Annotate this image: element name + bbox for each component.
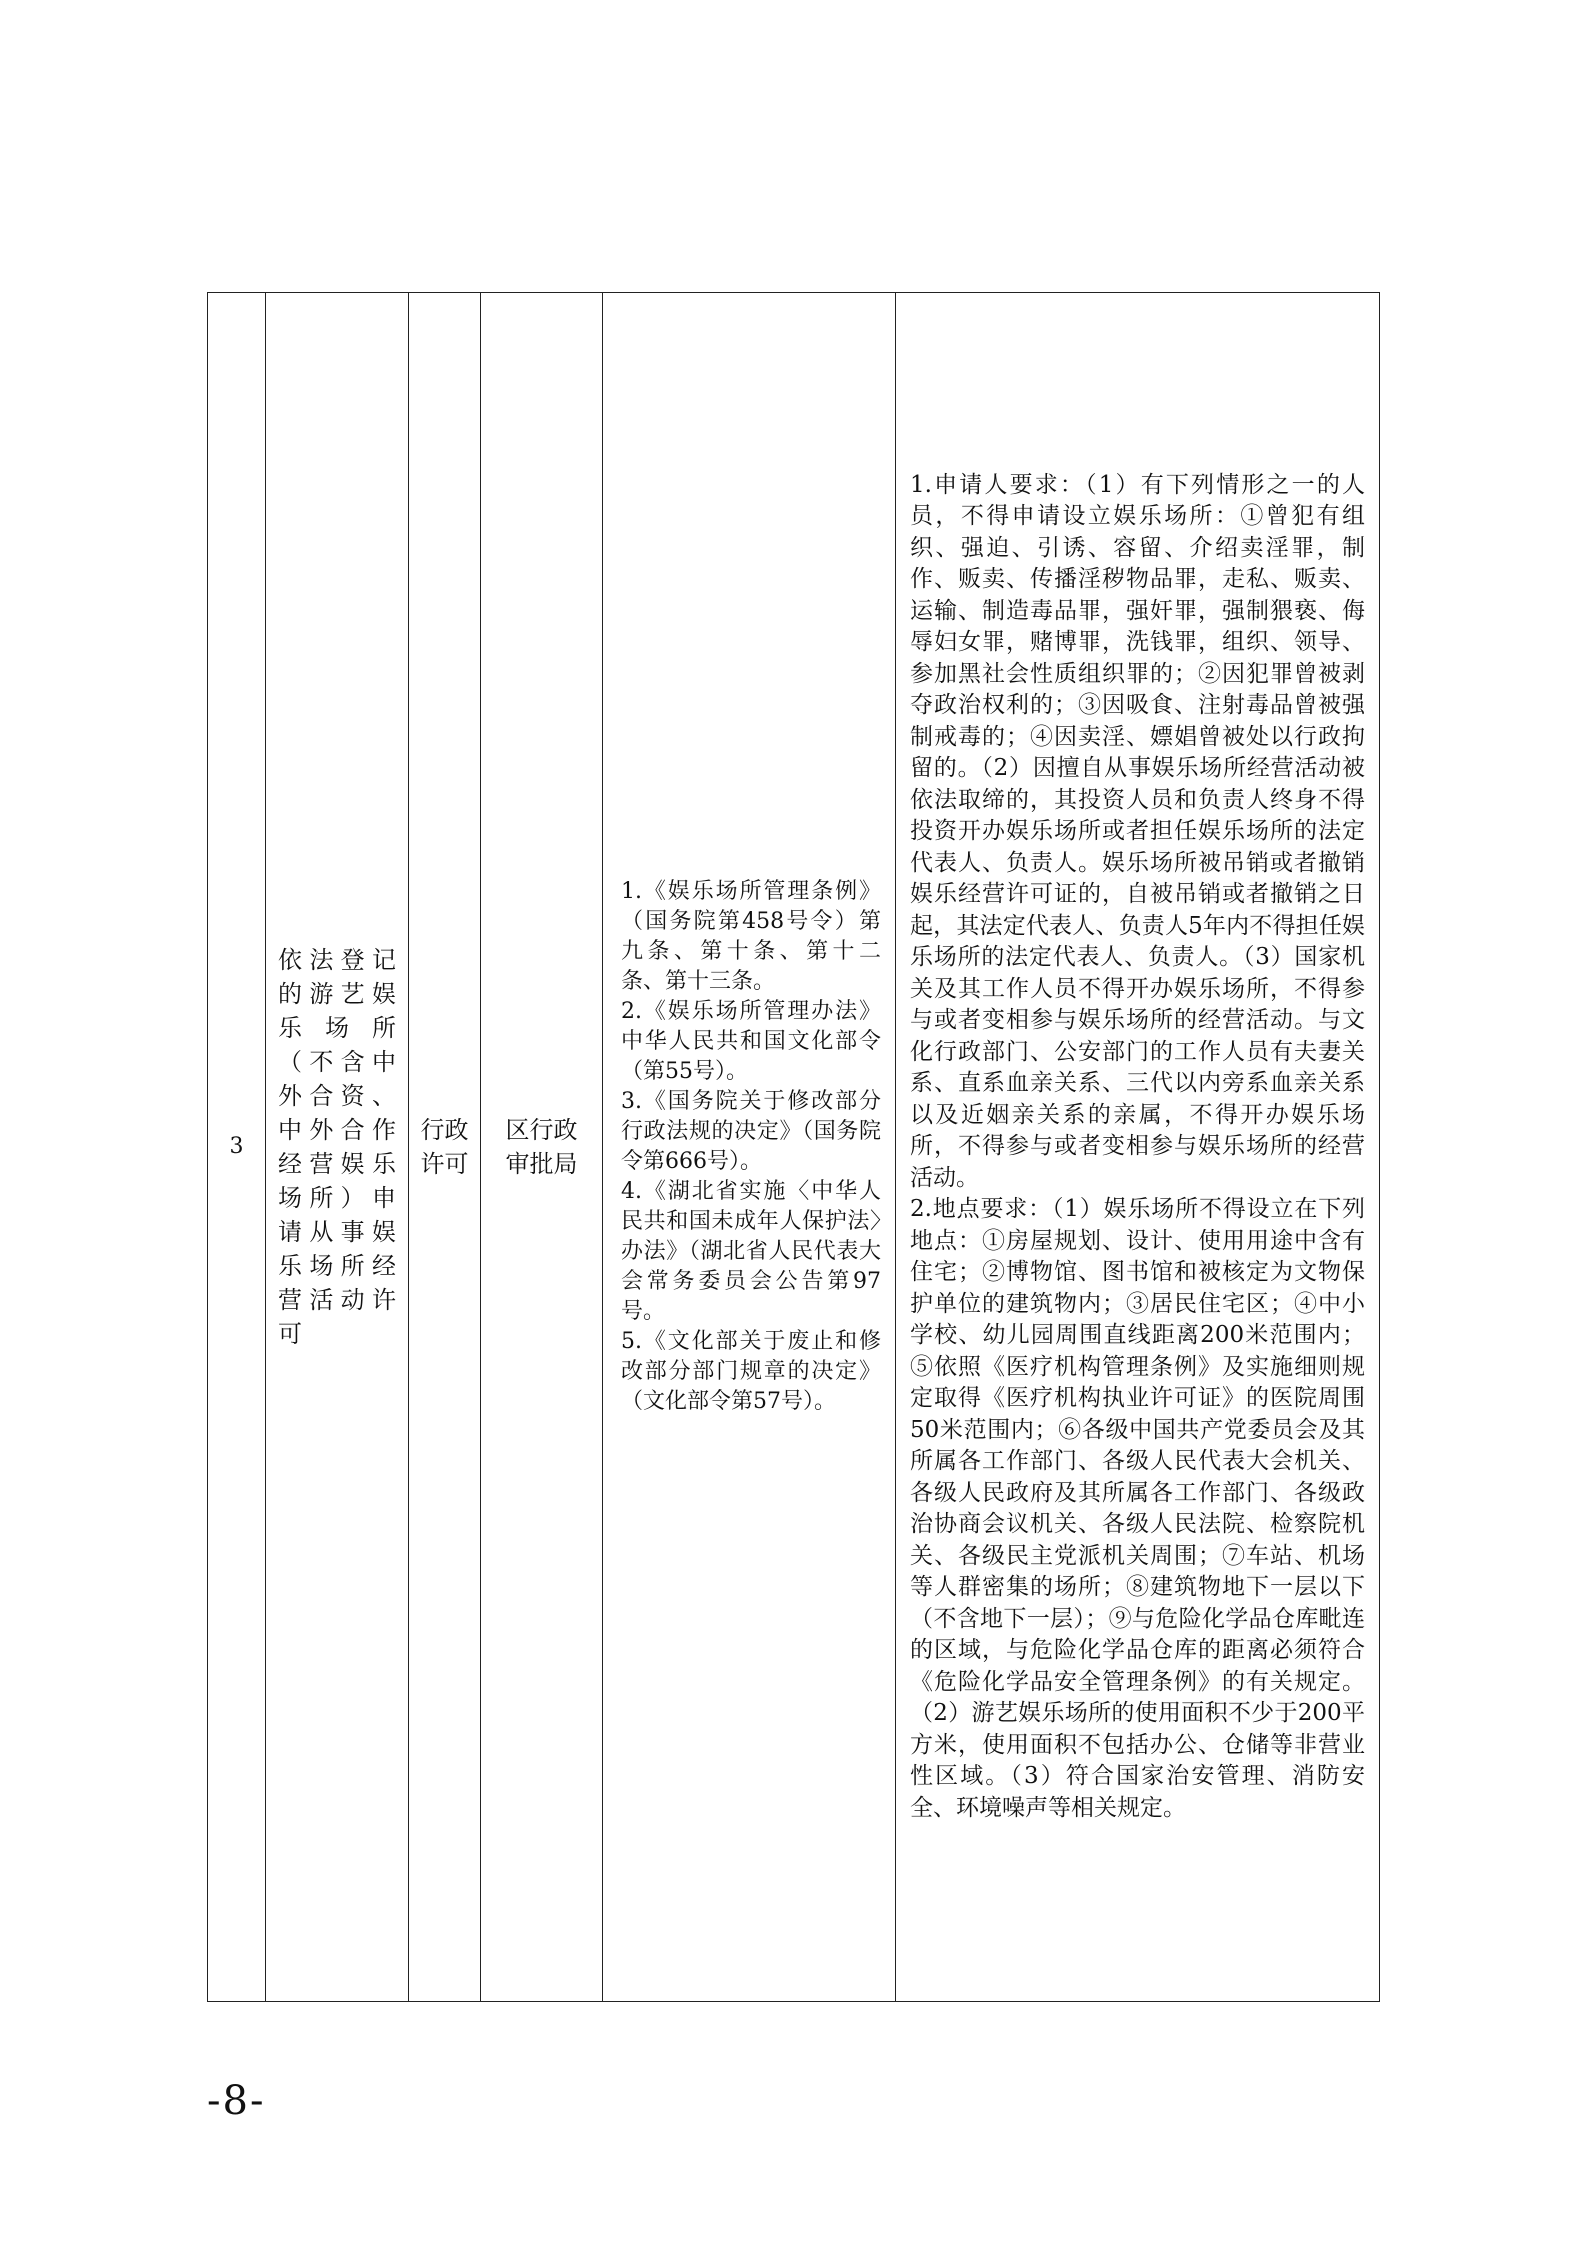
- legal-basis-item: 4.《湖北省实施〈中华人民共和国未成年人保护法〉办法》（湖北省人民代表大会常务委员会公告第97号。: [621, 1179, 881, 1324]
- row-number-cell: [208, 293, 266, 2002]
- condition-item: 1.申请人要求：（1）有下列情形之一的人员，不得申请设立娱乐场所：①曾犯有组织、强迫、引诱、容留、介绍卖淫罪，制作、贩卖、传播淫秽物品罪，走私、贩卖、运输、制造毒品罪，强奸罪，强制猥亵、侮辱妇女罪，赌博罪，洗钱罪，组织、领导、参加黑社会性质组织罪的；②因犯罪曾被剥夺政治权利的；③因吸食、注射毒品曾被强制戒毒的；④因卖淫、嫖娼曾被处以行政拘留的。（2）因擅自从事娱乐场所经营活动被依法取缔的，其投资人员和负责人终身不得投资开办娱乐场所或者担任娱乐场所的法定代表人、负责人。娱乐场所被吊销或者撤销娱乐经营许可证的，自被吊销或者撤销之日起，其法定代表人、负责人5年内不得担任娱乐场所的法定代表人、负责人。（3）国家机关及其工作人员不得开办娱乐场所，不得参与或者变相参与娱乐场所的经营活动。与文化行政部门、公安部门的工作人员有夫妻关系、直系血亲关系、三代以内旁系血亲关系以及近姻亲关系的亲属，不得开办娱乐场所，不得参与或者变相参与娱乐场所的经营活动。: [910, 471, 1365, 1191]
- document-table-wrapper: [207, 292, 1380, 2002]
- table-row: [208, 293, 1380, 2002]
- legal-basis-item: 2.《娱乐场所管理办法》中华人民共和国文化部令（第55号）。: [621, 999, 881, 1084]
- permit-table: [207, 292, 1380, 2002]
- legal-basis-list: [603, 877, 895, 1417]
- legal-basis-item: 1.《娱乐场所管理条例》（国务院第458号令）第九条、第十条、第十二条、第十三条。: [621, 879, 881, 994]
- legal-basis-cell: [603, 293, 896, 2002]
- conditions-list: [896, 470, 1379, 1825]
- department: 区行政审批局: [505, 1116, 578, 1178]
- department-cell: [481, 293, 603, 2002]
- item-type: 行政许可: [420, 1116, 469, 1178]
- conditions-cell: [896, 293, 1380, 2002]
- condition-item: 2.地点要求：（1）娱乐场所不得设立在下列地点：①房屋规划、设计、使用用途中含有住宅；②博物馆、图书馆和被核定为文物保护单位的建筑物内；③居民住宅区；④中小学校、幼儿园周围直线距离200米范围内；⑤依照《医疗机构管理条例》及实施细则规定取得《医疗机构执业许可证》的医院周围50米范围内；⑥各级中国共产党委员会及其所属各工作部门、各级人民代表大会机关、各级人民政府及其所属各工作部门、各级政治协商会议机关、各级人民法院、检察院机关、各级民主党派机关周围；⑦车站、机场等人群密集的场所；⑧建筑物地下一层以下（不含地下一层）；⑨与危险化学品仓库毗连的区域，与危险化学品仓库的距离必须符合《危险化学品安全管理条例》的有关规定。（2）游艺娱乐场所的使用面积不少于200平方米，使用面积不包括办公、仓储等非营业性区域。（3）符合国家治安管理、消防安全、环境噪声等相关规定。: [910, 1196, 1365, 1821]
- row-number: 3: [229, 1134, 244, 1159]
- item-name-cell: [266, 293, 409, 2002]
- page-number: -8-: [207, 2078, 266, 2124]
- item-name: 依法登记的游艺娱乐场所（不含中外合资、中外合作经营娱乐场所）申请从事娱乐场所经营活动许可: [278, 946, 396, 1348]
- item-type-cell: [409, 293, 481, 2002]
- legal-basis-item: 5.《文化部关于废止和修改部分部门规章的决定》（文化部令第57号）。: [621, 1329, 881, 1414]
- legal-basis-item: 3.《国务院关于修改部分行政法规的决定》（国务院令第666号）。: [621, 1089, 881, 1174]
